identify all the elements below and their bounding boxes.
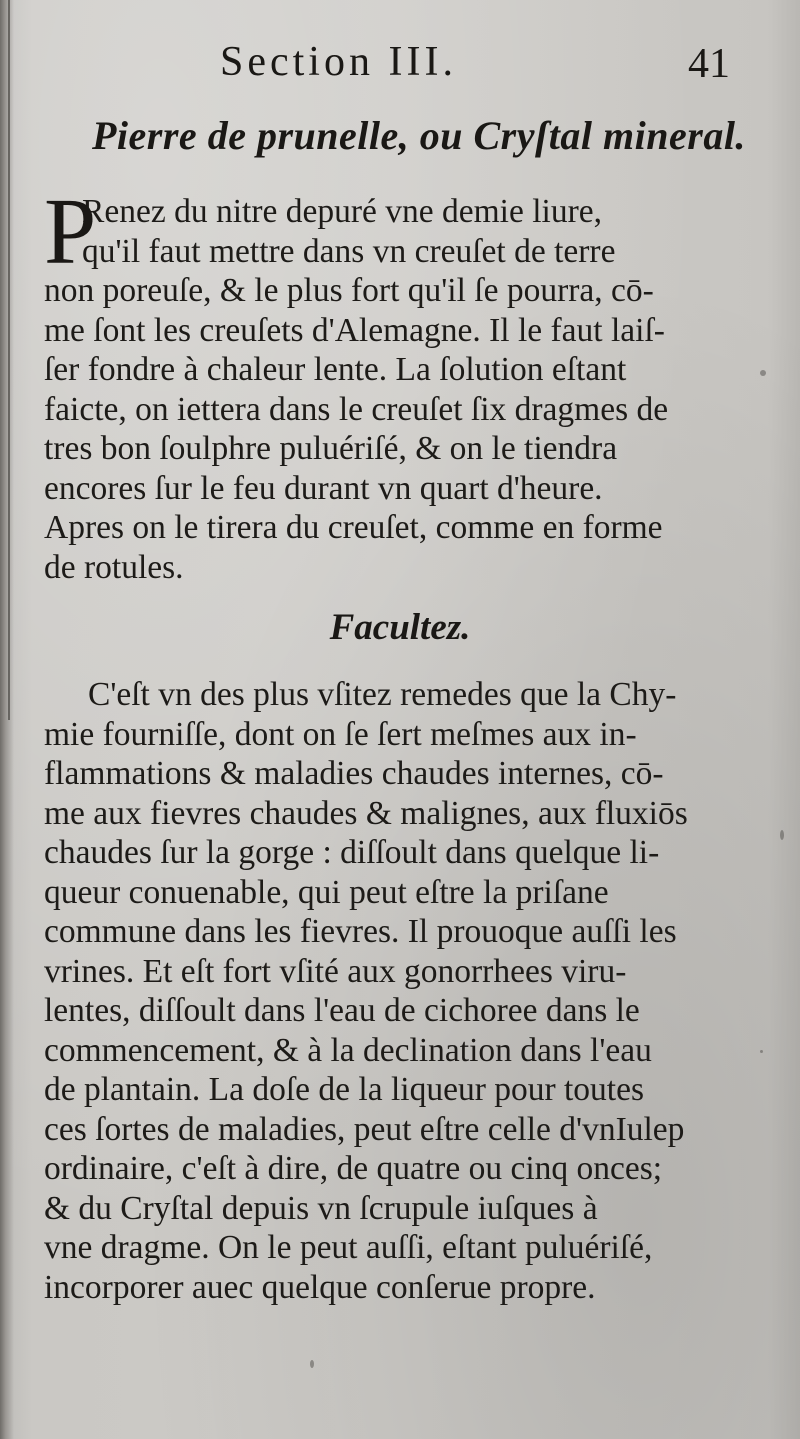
text-line: non poreuſe, & le plus fort qu'il ſe pourra, cō- xyxy=(44,272,654,309)
text-line: mie fourniſſe, dont on ſe ſert meſmes aux in- xyxy=(44,715,637,753)
text-line: qu'il faut mettre dans vn creuſet de terre xyxy=(82,232,616,270)
text-line: & du Cryſtal depuis vn ſcrupule iuſques à xyxy=(44,1189,598,1227)
paper-speck xyxy=(760,1050,763,1053)
running-head: Section III. xyxy=(220,39,457,85)
section-heading-facultez: Facultez. xyxy=(329,607,471,648)
text-line: de plantain. La doſe de la liqueur pour toutes xyxy=(44,1071,645,1108)
text-line: tres bon ſoulphre puluériſé, & on le tiendra xyxy=(44,430,618,467)
text-line: vne dragme. On le peut auſſi, eſtant puluériſé, xyxy=(44,1229,653,1266)
text-line: me ſont les creuſets d'Alemagne. Il le faut laiſ- xyxy=(44,311,665,349)
text-line: me aux fievres chaudes & malignes, aux fluxiōs xyxy=(44,794,688,832)
text-line: faicte, on iettera dans le creuſet ſix dragmes de xyxy=(44,390,669,428)
page-binding-shadow xyxy=(0,0,14,1439)
paper-speck xyxy=(760,370,766,376)
page-header xyxy=(0,38,800,98)
paper-speck xyxy=(780,830,784,840)
text-line: queur conuenable, qui peut eſtre la priſane xyxy=(44,873,609,911)
text-line: commencement, & à la declination dans l'eau xyxy=(44,1031,652,1069)
drop-cap-initial: P xyxy=(44,180,97,284)
text-line: chaudes ſur la gorge : diſſoult dans quelque li- xyxy=(44,834,660,871)
text-line: Renez du nitre depuré vne demie liure, xyxy=(82,193,602,230)
text-line: ces ſortes de maladies, peut eſtre celle d'vnIulep xyxy=(44,1110,685,1148)
text-line: C'eſt vn des plus vſitez remedes que la Chy- xyxy=(88,676,677,713)
text-line: ordinaire, c'eſt à dire, de quatre ou cinq onces; xyxy=(44,1150,663,1187)
page-number: 41 xyxy=(688,41,730,87)
faculties-paragraph xyxy=(44,675,734,1307)
text-line: vrines. Et eſt fort vſité aux gonorrhees viru- xyxy=(44,952,627,990)
text-line: ſer fondre à chaleur lente. La ſolution eſtant xyxy=(44,351,627,388)
text-line: lentes, diſſoult dans l'eau de cichoree dans le xyxy=(44,992,640,1029)
text-line: commune dans les fievres. Il prouoque auſſi les xyxy=(44,913,677,950)
text-line: encores ſur le feu durant vn quart d'heure. xyxy=(44,469,603,507)
text-line: incorporer auec quelque conſerue propre. xyxy=(44,1268,596,1306)
text-line: flammations & maladies chaudes internes, cō- xyxy=(44,755,664,792)
preparation-paragraph xyxy=(44,180,734,587)
text-line: Apres on le tirera du creuſet, comme en forme xyxy=(44,509,663,546)
text-line: de rotules. xyxy=(44,548,184,586)
paper-speck xyxy=(310,1360,314,1368)
recipe-title: Pierre de prunelle, ou Cryſtal mineral. xyxy=(92,113,746,158)
